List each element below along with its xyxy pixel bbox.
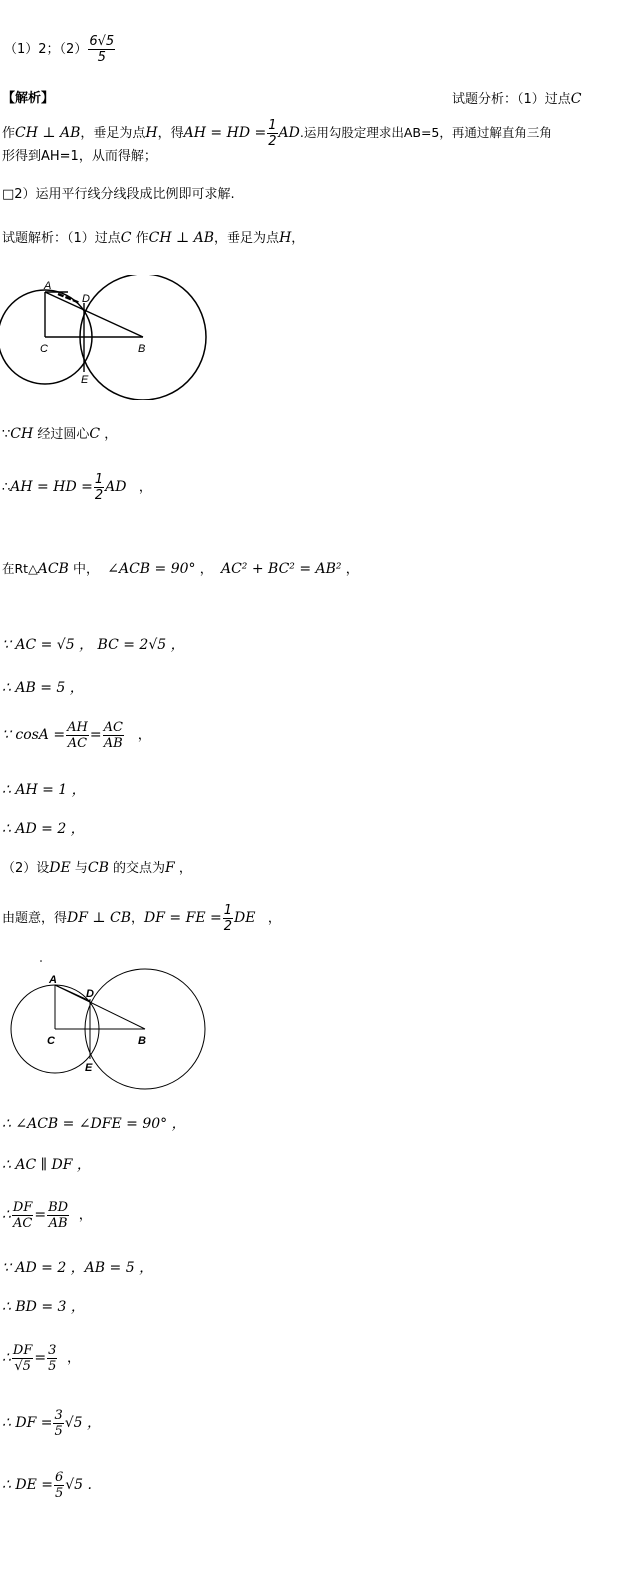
step-ad-ab: ∵ AD = 2 ，AB = 5 ， xyxy=(2,1260,154,1276)
math: = xyxy=(34,1207,47,1223)
text: .运用勾股定理求出AB=5，再通过解直角三角 xyxy=(299,125,552,140)
text: ，得 xyxy=(157,126,184,141)
text: 的交点为 xyxy=(113,861,166,876)
frac-den: AB xyxy=(48,1216,68,1231)
analysis-line-1 xyxy=(2,118,552,149)
frac-den: 2 xyxy=(223,919,233,934)
text: ， xyxy=(199,562,213,577)
frac-den: √5 xyxy=(14,1359,31,1374)
math: ∴ DE = xyxy=(2,1477,53,1493)
label-a: A xyxy=(44,280,52,292)
step-right-triangle xyxy=(2,560,359,579)
analysis-heading: 【解析】 xyxy=(2,91,55,106)
text: ，垂足为点 xyxy=(214,231,280,246)
frac-num: 1 xyxy=(94,472,104,487)
math: DE xyxy=(234,910,256,926)
text: 由题意，得 xyxy=(2,911,68,926)
text: ， xyxy=(138,480,152,495)
math: H xyxy=(279,230,292,246)
answer-line xyxy=(4,34,116,65)
math: = xyxy=(34,1350,47,1366)
therefore-symbol: ∴ xyxy=(2,480,11,495)
frac-num: DF xyxy=(12,1343,33,1358)
label-d: D xyxy=(82,293,90,305)
segment-a-short xyxy=(55,985,90,1001)
label-a: A xyxy=(49,974,57,986)
text: ， xyxy=(137,727,152,743)
text: ， xyxy=(131,911,145,926)
frac-den: 2 xyxy=(94,488,104,503)
frac-num: AC xyxy=(103,720,123,735)
analysis-line-2: 形得到AH=1，从而得解； xyxy=(2,149,157,164)
step-ab: ∴ AB = 5 ， xyxy=(2,680,84,696)
frac-num: 3 xyxy=(48,1343,57,1358)
math: H xyxy=(145,125,158,141)
math: AD xyxy=(278,125,300,141)
math: ∵ cosA = xyxy=(2,727,66,743)
segment-ad-dashed xyxy=(58,294,80,303)
solution-intro xyxy=(2,229,304,248)
geometry-figure-1 xyxy=(0,275,220,400)
frac-num: DF xyxy=(12,1200,33,1215)
text: ， xyxy=(267,911,281,926)
frac-den: AB xyxy=(103,736,123,751)
step-ah-hd xyxy=(2,472,152,503)
math: AH = HD = xyxy=(10,479,93,495)
step-ch-center xyxy=(2,425,117,444)
frac-den: AC xyxy=(67,736,88,751)
text: ， xyxy=(178,861,192,876)
text: 经过圆心 xyxy=(37,427,90,442)
step-proportion xyxy=(2,1200,92,1231)
label-b: B xyxy=(138,343,146,355)
geometry-figure-2 xyxy=(0,955,220,1090)
math: CB xyxy=(87,860,109,876)
math: CH ⊥ AB xyxy=(15,125,81,141)
label-c: C xyxy=(47,1035,55,1047)
text: 试题解析：（1）过点 xyxy=(2,231,121,246)
step-cos xyxy=(2,720,151,751)
fraction-df-root5 xyxy=(12,1343,33,1374)
math: ∴ DF = xyxy=(2,1415,53,1431)
math: AC² + BC² = AB² xyxy=(220,561,342,577)
step-ah: ∴ AH = 1 ， xyxy=(2,782,86,798)
math: DE xyxy=(49,860,71,876)
text: ，垂足为点 xyxy=(80,126,146,141)
frac-num: 1 xyxy=(223,903,233,918)
math: DF = FE = xyxy=(144,910,222,926)
answer-fraction xyxy=(88,34,115,65)
math: AD xyxy=(105,479,127,495)
therefore-symbol: ∴ xyxy=(2,1350,11,1366)
frac-num: 6 xyxy=(54,1470,64,1485)
math: AH = HD = xyxy=(183,125,267,141)
step-angles: ∴ ∠ACB = ∠DFE = 90° ， xyxy=(2,1116,186,1132)
text: 作 xyxy=(135,231,149,246)
fraction-bd-ab xyxy=(47,1200,69,1231)
step-ac-bc: ∵ AC = √5 ， BC = 2√5 ， xyxy=(2,637,185,653)
frac-den: 5 xyxy=(48,1359,57,1374)
text: ， xyxy=(291,231,305,246)
part2-given xyxy=(2,903,281,934)
label-d: D xyxy=(86,988,94,1000)
math: √5 . xyxy=(65,1477,92,1493)
half-fraction xyxy=(223,903,233,934)
step-parallel: ∴ AC ∥ DF ， xyxy=(2,1157,91,1173)
math: √5 ， xyxy=(64,1415,102,1431)
text: ， xyxy=(345,562,359,577)
frac-num: BD xyxy=(48,1200,69,1215)
text: ， xyxy=(78,1207,93,1223)
therefore-symbol: ∴ xyxy=(2,1207,11,1223)
summary-point-c: C xyxy=(570,91,582,107)
math: F xyxy=(165,860,175,876)
label-b: B xyxy=(138,1035,146,1047)
answer-part-text: （1）2；（2） xyxy=(4,42,88,57)
fraction-ac-ab xyxy=(103,720,124,751)
frac-num: AH xyxy=(67,720,88,735)
segment-ab xyxy=(45,292,143,337)
frac-den: 5 xyxy=(54,1424,63,1439)
text: 在Rt△ xyxy=(2,561,38,576)
summary-label-text: 试题分析：（1）过点 xyxy=(452,92,571,107)
math: CH ⊥ AB xyxy=(148,230,215,246)
analysis-summary-label xyxy=(452,90,582,109)
frac-num: 1 xyxy=(268,118,277,133)
step-df-value xyxy=(2,1408,101,1439)
label-e: E xyxy=(85,1062,93,1074)
fraction-3-5 xyxy=(53,1408,63,1439)
step-ad: ∴ AD = 2 ， xyxy=(2,821,85,837)
math: = xyxy=(89,727,102,743)
answer-fraction-den: 5 xyxy=(97,50,106,65)
fraction-ah-ac xyxy=(66,720,89,751)
frac-den: AC xyxy=(12,1216,33,1231)
text: 中， xyxy=(72,562,99,577)
fraction-3-5 xyxy=(47,1343,57,1374)
dot xyxy=(40,960,42,962)
math: ACB xyxy=(37,561,69,577)
half-fraction xyxy=(267,118,277,149)
part2-intro xyxy=(2,859,192,878)
frac-den: 5 xyxy=(54,1486,64,1501)
text: ， xyxy=(104,427,118,442)
step-bd: ∴ BD = 3 ， xyxy=(2,1299,85,1315)
text: 作 xyxy=(2,126,16,141)
answer-fraction-num: 6√5 xyxy=(89,34,115,49)
label-e: E xyxy=(81,374,89,386)
fraction-df-ac xyxy=(12,1200,33,1231)
math: DF ⊥ CB xyxy=(67,910,132,926)
math: ∠ACB = 90° xyxy=(107,561,196,577)
step-de-value xyxy=(2,1470,92,1501)
text: 与 xyxy=(74,861,88,876)
text: （2）设 xyxy=(2,861,50,876)
math: C xyxy=(120,230,132,246)
math: CH xyxy=(10,426,34,442)
fraction-6-5 xyxy=(54,1470,64,1501)
half-fraction xyxy=(94,472,104,503)
math: C xyxy=(89,426,101,442)
analysis-line-3: □2）运用平行线分线段成比例即可求解. xyxy=(2,187,235,202)
text: ， xyxy=(66,1350,81,1366)
step-df-ratio xyxy=(2,1343,80,1374)
label-c: C xyxy=(40,343,48,355)
because-symbol: ∵ xyxy=(2,427,11,442)
frac-den: 2 xyxy=(268,134,277,149)
frac-num: 3 xyxy=(54,1408,63,1423)
